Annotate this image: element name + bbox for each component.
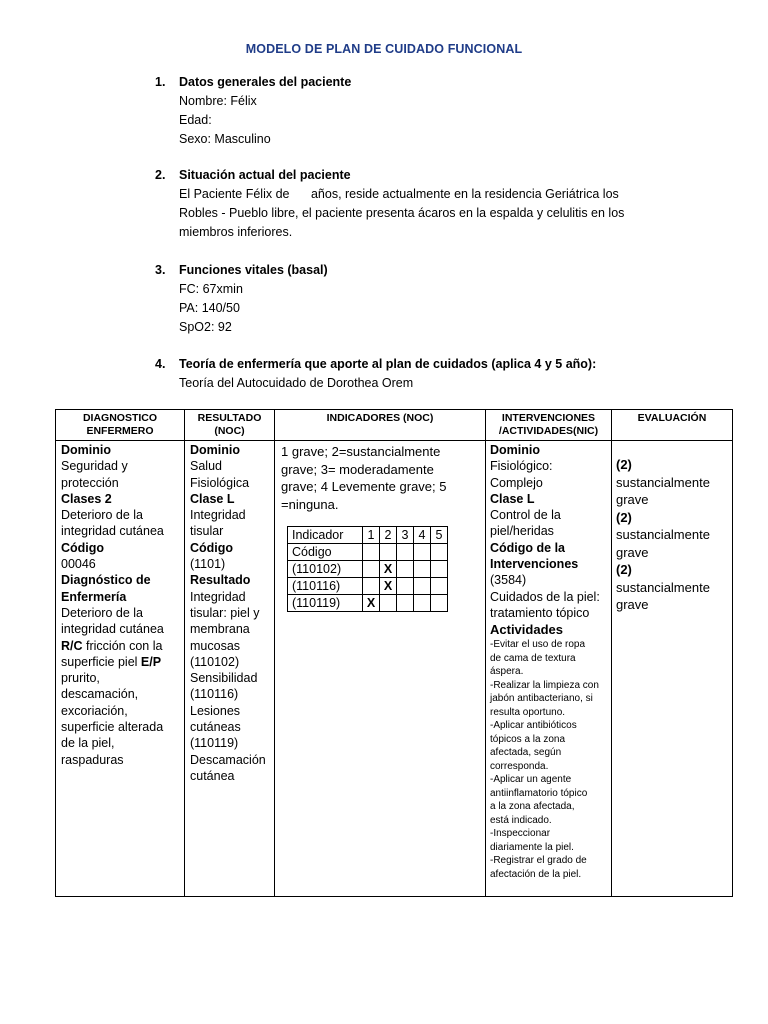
indicator-row <box>288 544 448 561</box>
indicator-mark: X <box>380 561 397 578</box>
situation-text: El Paciente Félix de <box>179 187 290 201</box>
indicator-code: (110119) <box>288 595 363 612</box>
cell-text <box>61 654 184 670</box>
cell-text: Cuidados de la piel: <box>490 589 600 604</box>
cell-text: (110102) <box>190 654 240 669</box>
header-text: /ACTIVIDADES(NIC) <box>498 425 599 437</box>
scale-text: grave; 4 Levemente grave; 5 <box>281 479 447 494</box>
activity-line: de cama de textura <box>490 652 576 664</box>
indicator-mark <box>397 578 414 595</box>
activity-line: está indicado. <box>490 814 552 826</box>
vital-pa: PA: 140/50 <box>179 301 240 315</box>
cell-text: fricción con la <box>82 638 163 653</box>
label-codigo: Código de la <box>490 540 565 555</box>
header-intervenciones <box>486 410 612 441</box>
label-diagnostico: Diagnóstico de <box>61 573 151 588</box>
activity-line: -Realizar la limpieza con <box>490 679 599 691</box>
indicator-mark <box>363 561 380 578</box>
result-code: (1101) <box>190 557 226 572</box>
indicator-mark <box>380 595 397 612</box>
vital-fc: FC: 67xmin <box>179 282 243 296</box>
indicator-row <box>288 595 448 612</box>
evaluation-text: grave <box>616 492 649 507</box>
section-number: 3. <box>155 263 166 277</box>
cell-text: superficie alterada <box>61 720 164 735</box>
cell-text: superficie piel <box>61 654 141 669</box>
header-diagnostico <box>56 410 185 441</box>
header-text: INTERVENCIONES <box>501 412 596 424</box>
header-evaluacion <box>612 410 733 441</box>
activity-line: corresponda. <box>490 760 549 772</box>
indicator-header: 3 <box>397 527 414 544</box>
header-indicadores <box>275 410 486 441</box>
activity-line: -Evitar el uso de ropa <box>490 639 586 651</box>
cell-indicadores <box>275 441 486 897</box>
evaluation-text: sustancialmente <box>616 579 710 595</box>
scale-text: =ninguna. <box>281 496 339 512</box>
cell-text: Control de la <box>490 508 561 523</box>
label-dominio: Dominio <box>490 443 540 457</box>
section-heading: Datos generales del paciente <box>179 75 352 89</box>
diagnosis-code: 00046 <box>61 557 96 572</box>
label-clase: Clase L <box>190 491 235 506</box>
evaluation-score: (2) <box>616 509 632 525</box>
cell-text: Descamación <box>190 752 266 767</box>
cell-text <box>61 638 184 654</box>
table-header-row <box>56 410 733 441</box>
evaluation-score: (2) <box>616 562 632 577</box>
header-text: RESULTADO <box>197 412 262 424</box>
cell-text: de la piel, <box>61 736 115 751</box>
indicator-cell <box>431 544 448 561</box>
indicator-mark <box>397 561 414 578</box>
header-text: EVALUACIÓN <box>637 412 707 424</box>
section-heading: Funciones vitales (basal) <box>179 263 328 277</box>
evaluation-text: sustancialmente <box>616 474 710 490</box>
cell-text: raspaduras <box>61 752 124 767</box>
label-codigo: Código <box>61 540 105 555</box>
indicator-mark <box>397 595 414 612</box>
cell-text: tisular <box>190 524 224 539</box>
activity-line: -Aplicar un agente <box>490 774 572 786</box>
cell-text: tisular: piel y <box>190 605 260 620</box>
indicator-code: (110102) <box>288 561 363 578</box>
indicator-cell <box>414 544 431 561</box>
cell-text: descamación, <box>61 687 139 702</box>
care-plan-table <box>55 409 733 897</box>
intervention-code: (3584) <box>490 573 527 588</box>
indicator-mark <box>363 578 380 595</box>
indicator-code-label: Código <box>288 544 363 561</box>
section-number: 1. <box>155 75 166 89</box>
cell-text: cutánea <box>190 768 235 783</box>
indicator-header-row <box>288 527 448 544</box>
label-clase: Clase L <box>490 491 535 506</box>
cell-intervenciones <box>486 441 612 897</box>
indicator-header: 2 <box>380 527 397 544</box>
evaluation-score: (2) <box>616 457 632 472</box>
evaluation-text: sustancialmente <box>616 527 710 542</box>
indicator-grid <box>287 526 448 612</box>
cell-text: Sensibilidad <box>190 671 258 686</box>
indicator-header: 5 <box>431 527 448 544</box>
cell-text: tratamiento tópico <box>490 605 590 620</box>
indicator-cell <box>380 544 397 561</box>
section-datos-generales <box>155 73 675 149</box>
indicator-mark <box>431 578 448 595</box>
cell-text: (110116) <box>190 687 239 702</box>
activity-line: afectada, según <box>490 747 562 759</box>
section-number: 2. <box>155 168 166 182</box>
indicator-row <box>288 561 448 578</box>
cell-text: mucosas <box>190 638 241 653</box>
activity-line: -Inspeccionar <box>490 828 551 840</box>
activity-line: jabón antibacteriano, si <box>490 693 593 705</box>
indicator-mark: X <box>380 578 397 595</box>
activity-line: resulta oportuno. <box>490 706 566 718</box>
table-row <box>56 441 733 897</box>
cell-text: Complejo <box>490 475 543 490</box>
label-clases: Clases 2 <box>61 491 112 506</box>
activity-line: -Registrar el grado de <box>490 855 587 867</box>
indicator-header: Indicador <box>288 527 363 544</box>
label-codigo: Código <box>190 540 234 555</box>
cell-text: Fisiológico: <box>490 459 553 474</box>
vital-spo2: SpO2: 92 <box>179 320 232 334</box>
section-heading: Teoría de enfermería que aporte al plan de cuidados (aplica 4 y 5 año): <box>179 357 597 371</box>
cell-text: integridad cutánea <box>61 524 164 539</box>
document-title: MODELO DE PLAN DE CUIDADO FUNCIONAL <box>245 42 523 56</box>
cell-text: Seguridad y <box>61 459 128 474</box>
cell-text: Deterioro de la <box>61 508 143 523</box>
label-ep: E/P <box>140 654 162 669</box>
header-text: (NOC) <box>214 425 245 437</box>
cell-text: Fisiológica <box>190 475 250 490</box>
indicator-cell <box>363 544 380 561</box>
section-situacion-actual <box>155 166 675 242</box>
indicator-mark <box>431 561 448 578</box>
evaluation-text: grave <box>616 597 649 612</box>
label-dominio: Dominio <box>61 443 111 457</box>
cell-text: integridad cutánea <box>61 622 164 637</box>
indicator-mark: X <box>363 595 380 612</box>
section-teoria <box>155 355 675 393</box>
cell-text: protección <box>61 475 119 490</box>
label-actividades: Actividades <box>490 622 563 638</box>
activity-line: tópicos a la zona <box>490 733 566 745</box>
cell-diagnostico <box>56 441 185 897</box>
cell-text: excoriación, <box>61 703 128 718</box>
situation-text: años, reside actualmente en la residencia Geriátrica los <box>310 187 619 201</box>
cell-text: cutáneas <box>190 720 241 735</box>
indicator-cell <box>397 544 414 561</box>
header-text: DIAGNOSTICO <box>82 412 158 424</box>
patient-age: Edad: <box>179 113 212 127</box>
indicator-row <box>288 578 448 595</box>
cell-text: (110119) <box>190 736 239 751</box>
situation-line: miembros inferiores. <box>179 225 293 239</box>
scale-text: grave; 3= moderadamente <box>281 461 434 477</box>
activity-line: a la zona afectada, <box>490 801 575 813</box>
activity-line: -Aplicar antibióticos <box>490 720 577 732</box>
cell-text: Lesiones <box>190 703 241 718</box>
patient-sex: Sexo: Masculino <box>179 132 271 146</box>
section-funciones-vitales <box>155 261 675 337</box>
cell-text: membrana <box>190 622 250 637</box>
situation-line: Robles - Pueblo libre, el paciente presenta ácaros en la espalda y celulitis en los <box>179 206 625 220</box>
label-codigo: Intervenciones <box>490 557 579 572</box>
indicator-mark <box>431 595 448 612</box>
header-text: INDICADORES (NOC) <box>326 412 434 424</box>
indicator-mark <box>414 578 431 595</box>
label-dominio: Dominio <box>190 443 240 457</box>
activity-line: áspera. <box>490 666 524 678</box>
cell-text: prurito, <box>61 671 100 686</box>
cell-resultado <box>185 441 275 897</box>
label-rc: R/C <box>61 638 83 653</box>
indicator-mark <box>414 561 431 578</box>
label-resultado: Resultado <box>190 573 251 588</box>
cell-text: Integridad <box>190 589 246 604</box>
section-heading: Situación actual del paciente <box>179 168 351 182</box>
activity-line: antiinflamatorio tópico <box>490 787 588 799</box>
indicator-code: (110116) <box>288 578 363 595</box>
activity-line: diariamente la piel. <box>490 841 574 853</box>
label-diagnostico: Enfermería <box>61 589 127 604</box>
patient-name: Nombre: Félix <box>179 94 257 108</box>
indicator-header: 1 <box>363 527 380 544</box>
cell-text: Deterioro de la <box>61 605 143 620</box>
situation-line <box>179 185 675 204</box>
section-number: 4. <box>155 357 166 371</box>
indicator-header: 4 <box>414 527 431 544</box>
header-resultado <box>185 410 275 441</box>
activity-line: afectación de la piel. <box>490 868 582 880</box>
cell-text: Integridad <box>190 508 246 523</box>
cell-text: Salud <box>190 459 222 474</box>
cell-text: piel/heridas <box>490 524 554 539</box>
scale-text: 1 grave; 2=sustancialmente <box>281 444 441 459</box>
evaluation-text: grave <box>616 544 649 560</box>
cell-evaluacion <box>612 441 733 897</box>
indicator-mark <box>414 595 431 612</box>
header-text: ENFERMERO <box>86 425 154 437</box>
theory-name: Teoría del Autocuidado de Dorothea Orem <box>179 376 414 390</box>
